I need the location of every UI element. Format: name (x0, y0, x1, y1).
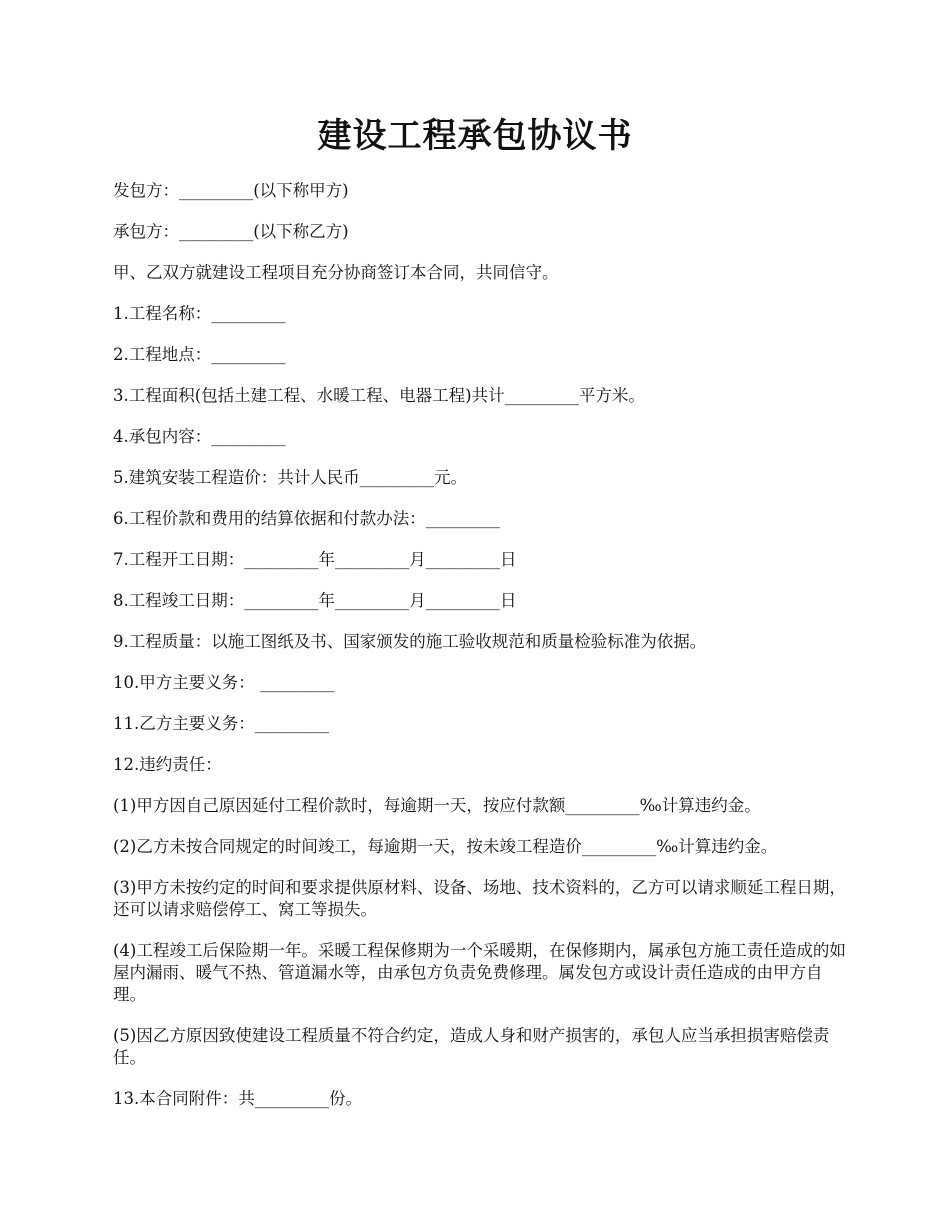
clause-6-payment-method: 6.工程价款和费用的结算依据和付款办法：_________ (113, 509, 500, 528)
paragraph-contractor: 承包方：_________(以下称乙方) (113, 222, 349, 241)
document-title: 建设工程承包协议书 (317, 116, 633, 156)
clause-11-contractor-obligations: 11.乙方主要义务：_________ (113, 714, 329, 733)
clause-12-item-5: (5)因乙方原因致使建设工程质量不符合约定，造成人身和财产损害的，承包人应当承担损害赔偿责任。 (113, 1026, 830, 1067)
clause-5-project-cost: 5.建筑安装工程造价：共计人民币_________元。 (113, 468, 467, 487)
clause-13-attachments: 13.本合同附件：共_________份。 (113, 1089, 362, 1108)
paragraph-preamble: 甲、乙双方就建设工程项目充分协商签订本合同，共同信守。 (113, 263, 559, 282)
clause-12-item-3: (3)甲方未按约定的时间和要求提供原材料、设备、场地、技术资料的，乙方可以请求顺延工程日期，还可以请求赔偿停工、窝工等损失。 (113, 878, 846, 919)
clause-1-project-name: 1.工程名称：_________ (113, 304, 286, 323)
clause-12-item-1: (1)甲方因自己原因延付工程价款时，每逾期一天，按应付款额_________‰计算违约金。 (113, 796, 761, 815)
clause-2-project-location: 2.工程地点：_________ (113, 345, 286, 364)
clause-12-item-4: (4)工程竣工后保险期一年。采暖工程保修期为一个采暖期，在保修期内，属承包方施工责任造成的如屋内漏雨、暖气不热、管道漏水等，由承包方负责免费修理。属发包方或设计责任造成的由甲方自理。 (113, 941, 846, 1004)
document-body (113, 180, 853, 1129)
paragraph-employer: 发包方：_________(以下称甲方) (113, 181, 349, 200)
clause-8-completion-date: 8.工程竣工日期：_________年_________月_________日 (113, 591, 517, 610)
clause-12-item-2: (2)乙方未按合同规定的时间竣工，每逾期一天，按未竣工程造价_________‰计算违约金。 (113, 837, 778, 856)
clause-9-quality: 9.工程质量：以施工图纸及书、国家颁发的施工验收规范和质量检验标准为依据。 (113, 632, 707, 651)
clause-7-start-date: 7.工程开工日期：_________年_________月_________日 (113, 550, 517, 569)
clause-4-contract-scope: 4.承包内容：_________ (113, 427, 286, 446)
clause-10-employer-obligations: 10.甲方主要义务： _________ (113, 673, 335, 692)
clause-12-liability-heading: 12.违约责任： (113, 755, 222, 774)
clause-3-project-area: 3.工程面积(包括土建工程、水暖工程、电器工程)共计_________平方米。 (113, 386, 645, 405)
